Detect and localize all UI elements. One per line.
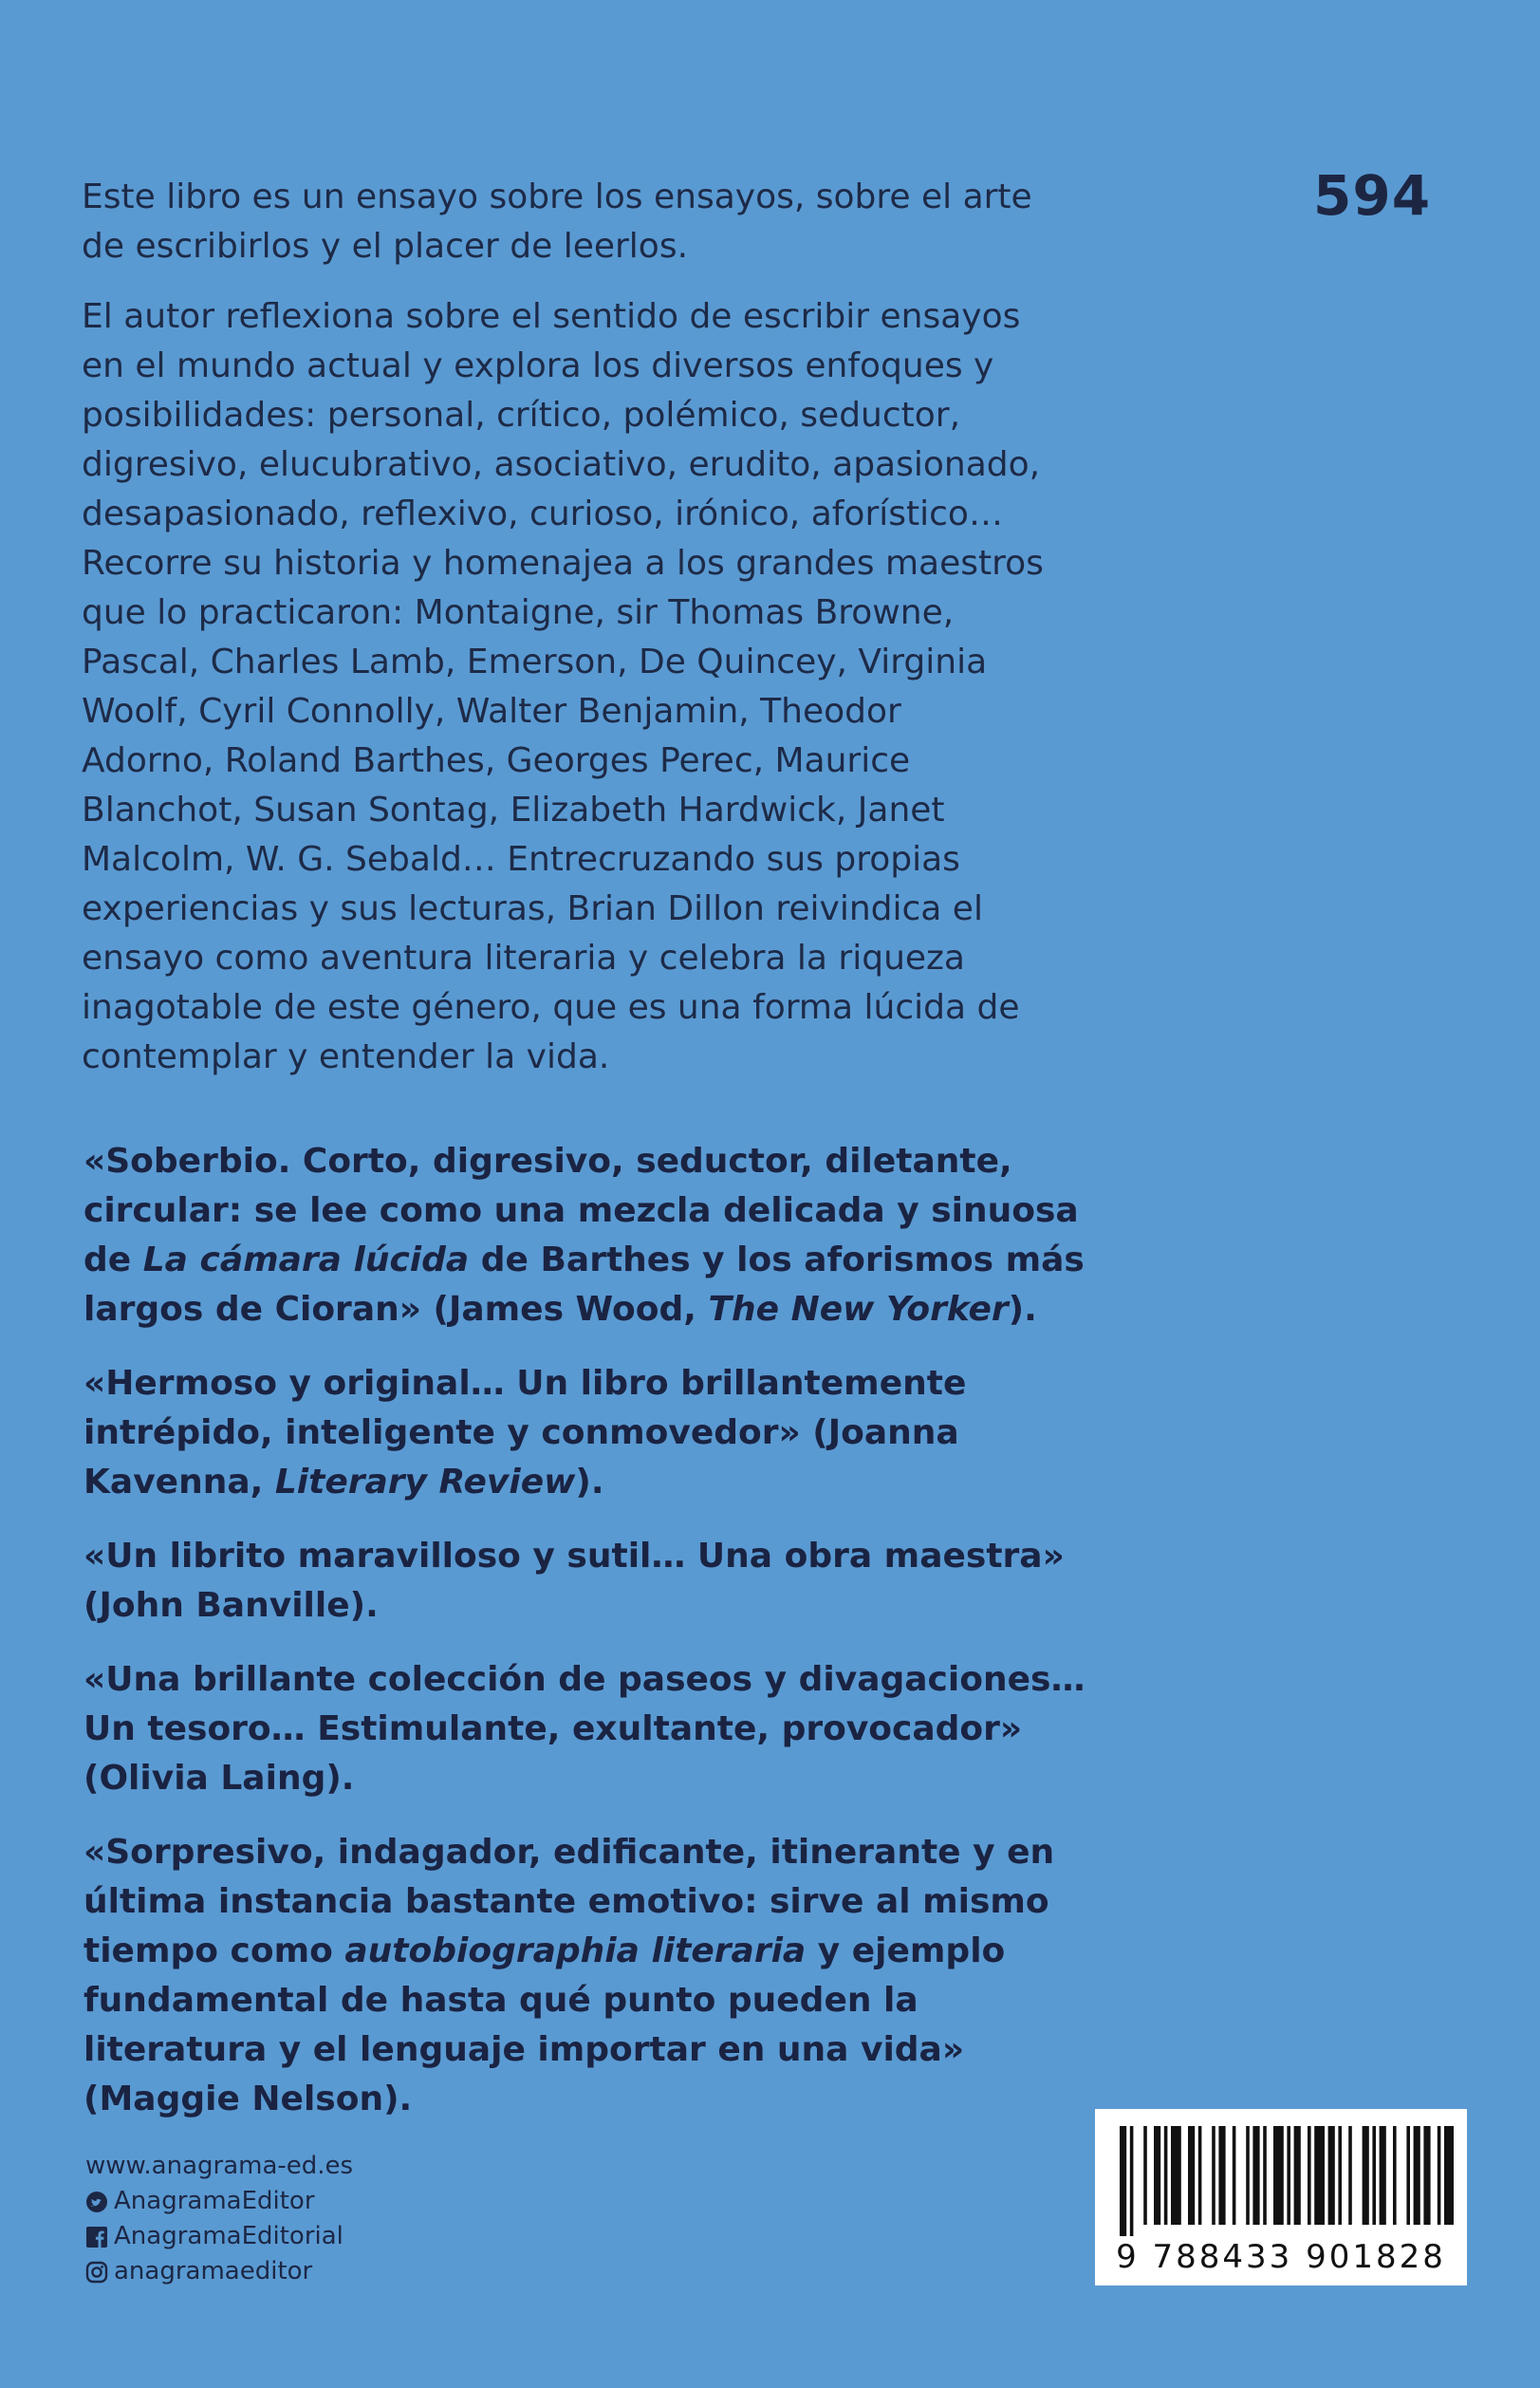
facebook-handle: AnagramaEditorial bbox=[114, 2222, 343, 2250]
barcode-bar bbox=[1246, 2126, 1250, 2225]
barcode-bar bbox=[1233, 2126, 1236, 2225]
barcode-bar bbox=[1372, 2126, 1376, 2225]
barcode-bar bbox=[1393, 2126, 1397, 2225]
barcode-bar bbox=[1143, 2126, 1147, 2225]
review-quotes bbox=[83, 1137, 1108, 2149]
barcode-bar bbox=[1406, 2126, 1410, 2225]
barcode-bars bbox=[1108, 2126, 1454, 2236]
website-label: www.anagrama-ed.es bbox=[85, 2152, 354, 2180]
series-number: 594 bbox=[1313, 163, 1432, 228]
barcode-bar bbox=[1218, 2126, 1225, 2225]
review-quote: «Hermoso y original… Un libro brillantemente intrépido, inteligente y conmovedor» (Joanna Kavenna, Literary Review). bbox=[83, 1364, 967, 1502]
barcode-bar bbox=[1348, 2126, 1352, 2225]
barcode-bar bbox=[1171, 2126, 1181, 2225]
barcode-bar bbox=[1198, 2126, 1202, 2225]
instagram-icon bbox=[85, 2261, 108, 2284]
isbn-number: 9 788433 901828 bbox=[1116, 2238, 1446, 2276]
review-quote: «Una brillante colección de paseos y divagaciones… Un tesoro… Estimulante, exultante, provocador» (Olivia Laing). bbox=[83, 1660, 1085, 1798]
barcode-bar bbox=[1363, 2126, 1369, 2225]
barcode-bar bbox=[1164, 2126, 1168, 2225]
twitter-icon bbox=[85, 2191, 108, 2213]
barcode-bar bbox=[1438, 2126, 1441, 2225]
instagram-handle: anagramaeditor bbox=[114, 2257, 313, 2285]
blurb-paragraph-1: Este libro es un ensayo sobre los ensayos, sobre el arte de escribirlos y el placer de leerlos. bbox=[82, 177, 1032, 266]
twitter-handle: AnagramaEditor bbox=[114, 2187, 315, 2215]
barcode-bar bbox=[1154, 2126, 1160, 2225]
barcode-bar bbox=[1120, 2126, 1126, 2236]
barcode-bar bbox=[1212, 2126, 1215, 2225]
barcode-bar bbox=[1287, 2126, 1290, 2225]
barcode-bar bbox=[1314, 2126, 1325, 2225]
barcode-bar bbox=[1414, 2126, 1420, 2225]
barcode-bar bbox=[1294, 2126, 1301, 2225]
barcode-bar bbox=[1273, 2126, 1284, 2225]
barcode-bar bbox=[1130, 2126, 1134, 2236]
barcode-bar bbox=[1423, 2126, 1430, 2225]
instagram-link[interactable] bbox=[85, 2254, 353, 2289]
review-quote: «Sorpresivo, indagador, edificante, itinerante y en última instancia bastante emotivo: sirve al mismo tiempo como autobiographia literaria y ejemplo fundamental de hasta qué punto pueden la literatura y el lenguaje importar en una vida» (Maggie Nelson). bbox=[83, 1833, 1055, 2118]
barcode-bar bbox=[1252, 2126, 1259, 2225]
barcode-bar bbox=[1338, 2126, 1342, 2225]
barcode-bar bbox=[1308, 2126, 1311, 2225]
book-blurb bbox=[82, 173, 1106, 1103]
facebook-link[interactable] bbox=[85, 2219, 353, 2254]
website-link[interactable] bbox=[85, 2149, 353, 2184]
publisher-contacts bbox=[85, 2149, 353, 2289]
blurb-paragraph-2: El autor reflexiona sobre el sentido de escribir ensayos en el mundo actual y explora los diversos enfoques y posibilidades: personal, crítico, polémico, seductor, digresivo, elucubrativo, asociativo, erudito, apasionado, desapasionado, reflexivo, curioso, irónico, aforístico… Recorre su historia y homenajea a los grandes maestros que lo practicaron: Montaigne, sir Thomas Browne, Pascal, Charles Lamb, Emerson, De Quincey, Virginia Woolf, Cyril Connolly, Walter Benjamin, Theodor Adorno, Roland Barthes, Georges Perec, Maurice Blanchot, Susan Sontag, Elizabeth Hardwick, Janet Malcolm, W. G. Sebald… Entrecruzando sus propias experiencias y sus lecturas, Brian Dillon reivindica el ensayo como aventura literaria y celebra la riqueza inagotable de este género, que es una forma lúcida de contemplar y entender la vida. bbox=[82, 297, 1044, 1076]
barcode-bar bbox=[1380, 2126, 1386, 2225]
barcode-bar bbox=[1188, 2126, 1195, 2225]
twitter-link[interactable] bbox=[85, 2184, 353, 2219]
barcode-bar bbox=[1263, 2126, 1267, 2225]
review-quote: «Soberbio. Corto, digresivo, seductor, diletante, circular: se lee como una mezcla delicada y sinuosa de La cámara lúcida de Barthes y los aforismos más largos de Cioran» (James Wood, The New Yorker). bbox=[83, 1142, 1085, 1329]
facebook-icon bbox=[85, 2226, 108, 2248]
barcode-bar bbox=[1444, 2126, 1454, 2225]
isbn-barcode bbox=[1095, 2109, 1467, 2285]
barcode-bar bbox=[1328, 2126, 1335, 2225]
review-quote: «Un librito maravilloso y sutil… Una obra maestra» (John Banville). bbox=[83, 1537, 1065, 1625]
